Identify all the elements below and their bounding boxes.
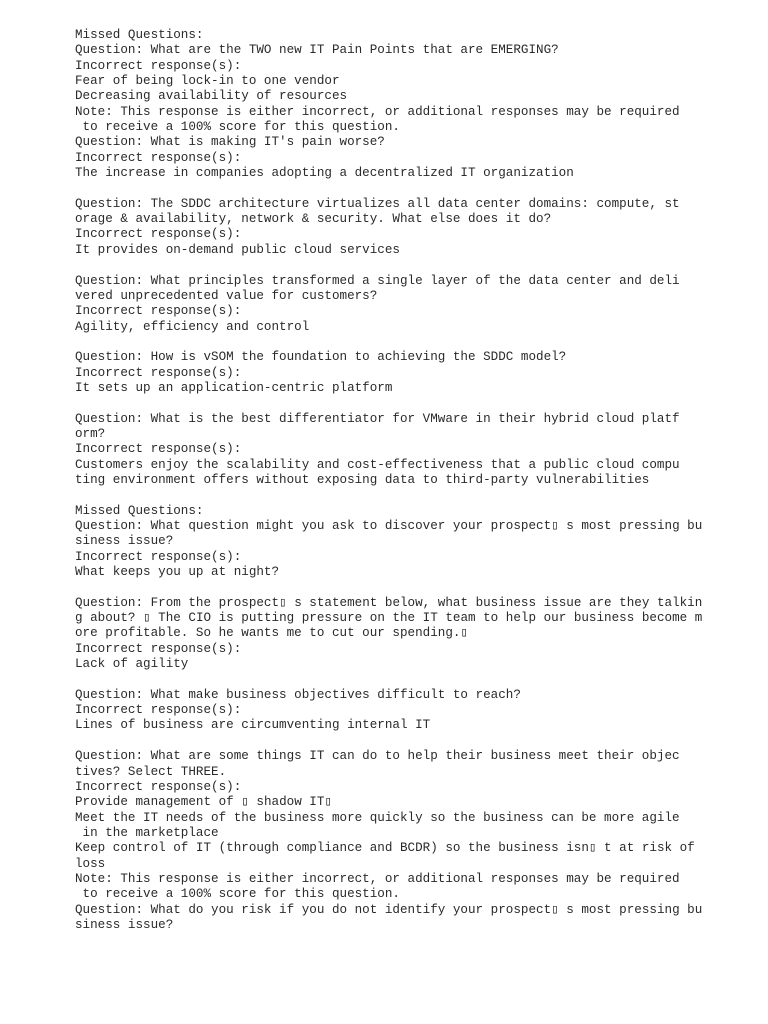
text-line: Keep control of IT (through compliance and BCDR) so the business isn▯ t at risk of — [75, 841, 695, 856]
text-line: Incorrect response(s): — [75, 365, 242, 380]
blank-line — [75, 335, 715, 350]
text-line: Question: What principles transformed a single layer of the data center and deli — [75, 273, 680, 288]
text-line: tives? Select THREE. — [75, 764, 227, 779]
text-line: It provides on-demand public cloud services — [75, 242, 400, 257]
text-line: Incorrect response(s): — [75, 703, 242, 718]
text-line: orm? — [75, 426, 106, 441]
text-line: Incorrect response(s): — [75, 58, 242, 73]
text-line: ore profitable. So he wants me to cut our spending.▯ — [75, 626, 469, 641]
text-line: Provide management of ▯ shadow IT▯ — [75, 795, 333, 810]
text-line: Missed Questions: — [75, 28, 204, 42]
blank-line — [75, 258, 715, 273]
text-line: Question: What make business objectives difficult to reach? — [75, 687, 521, 702]
text-line: vered unprecedented value for customers? — [75, 288, 378, 303]
text-line: Note: This response is either incorrect, or additional responses may be required — [75, 871, 680, 886]
text-line: in the marketplace — [75, 825, 219, 840]
blank-line — [75, 396, 715, 411]
text-line: g about? ▯ The CIO is putting pressure on the IT team to help our business become m — [75, 611, 703, 626]
text-line: Question: How is vSOM the foundation to achieving the SDDC model? — [75, 350, 567, 365]
text-line: Incorrect response(s): — [75, 641, 242, 656]
text-line: Question: What do you risk if you do not identify your prospect▯ s most pressing bu — [75, 902, 703, 917]
text-line: Incorrect response(s): — [75, 779, 242, 794]
text-line: Decreasing availability of resources — [75, 89, 348, 104]
text-line: Incorrect response(s): — [75, 150, 242, 165]
text-line: Question: What are some things IT can do to help their business meet their objec — [75, 749, 680, 764]
text-line: Incorrect response(s): — [75, 227, 242, 242]
text-line: Incorrect response(s): — [75, 442, 242, 457]
text-line: loss — [75, 856, 106, 871]
text-line: siness issue? — [75, 534, 174, 549]
text-line: Missed Questions: — [75, 503, 204, 518]
blank-line — [75, 672, 715, 687]
text-line: Note: This response is either incorrect, or additional responses may be required — [75, 104, 680, 119]
text-line: Fear of being lock-in to one vendor — [75, 74, 340, 89]
text-line: Question: From the prospect▯ s statement below, what business issue are they talkin — [75, 595, 703, 610]
text-line: Question: What is the best differentiator for VMware in their hybrid cloud platf — [75, 411, 680, 426]
text-line: orage & availability, network & security. What else does it do? — [75, 212, 552, 227]
text-line: Question: The SDDC architecture virtualizes all data center domains: compute, st — [75, 196, 680, 211]
text-line: Lack of agility — [75, 657, 189, 672]
text-line: Question: What is making IT's pain worse? — [75, 135, 385, 150]
text-line: Incorrect response(s): — [75, 549, 242, 564]
text-line: to receive a 100% score for this question. — [75, 120, 400, 135]
blank-line — [75, 488, 715, 503]
document-page — [75, 28, 715, 933]
blank-line — [75, 734, 715, 749]
text-line: Customers enjoy the scalability and cost-effectiveness that a public cloud compu — [75, 457, 680, 472]
blank-line — [75, 580, 715, 595]
text-line: What keeps you up at night? — [75, 565, 280, 580]
text-line: siness issue? — [75, 917, 174, 932]
text-line: Question: What question might you ask to discover your prospect▯ s most pressing bu — [75, 519, 703, 533]
text-line: Agility, efficiency and control — [75, 319, 310, 334]
text-line: to receive a 100% score for this question. — [75, 887, 400, 902]
text-line: Incorrect response(s): — [75, 304, 242, 319]
text-line: Question: What are the TWO new IT Pain Points that are EMERGING? — [75, 43, 559, 58]
text-line: Meet the IT needs of the business more quickly so the business can be more agile — [75, 810, 680, 825]
blank-line — [75, 181, 715, 196]
text-line: It sets up an application-centric platform — [75, 380, 393, 395]
text-line: ting environment offers without exposing data to third-party vulnerabilities — [75, 472, 650, 487]
text-line: Lines of business are circumventing internal IT — [75, 718, 431, 733]
text-line: The increase in companies adopting a decentralized IT organization — [75, 166, 574, 181]
